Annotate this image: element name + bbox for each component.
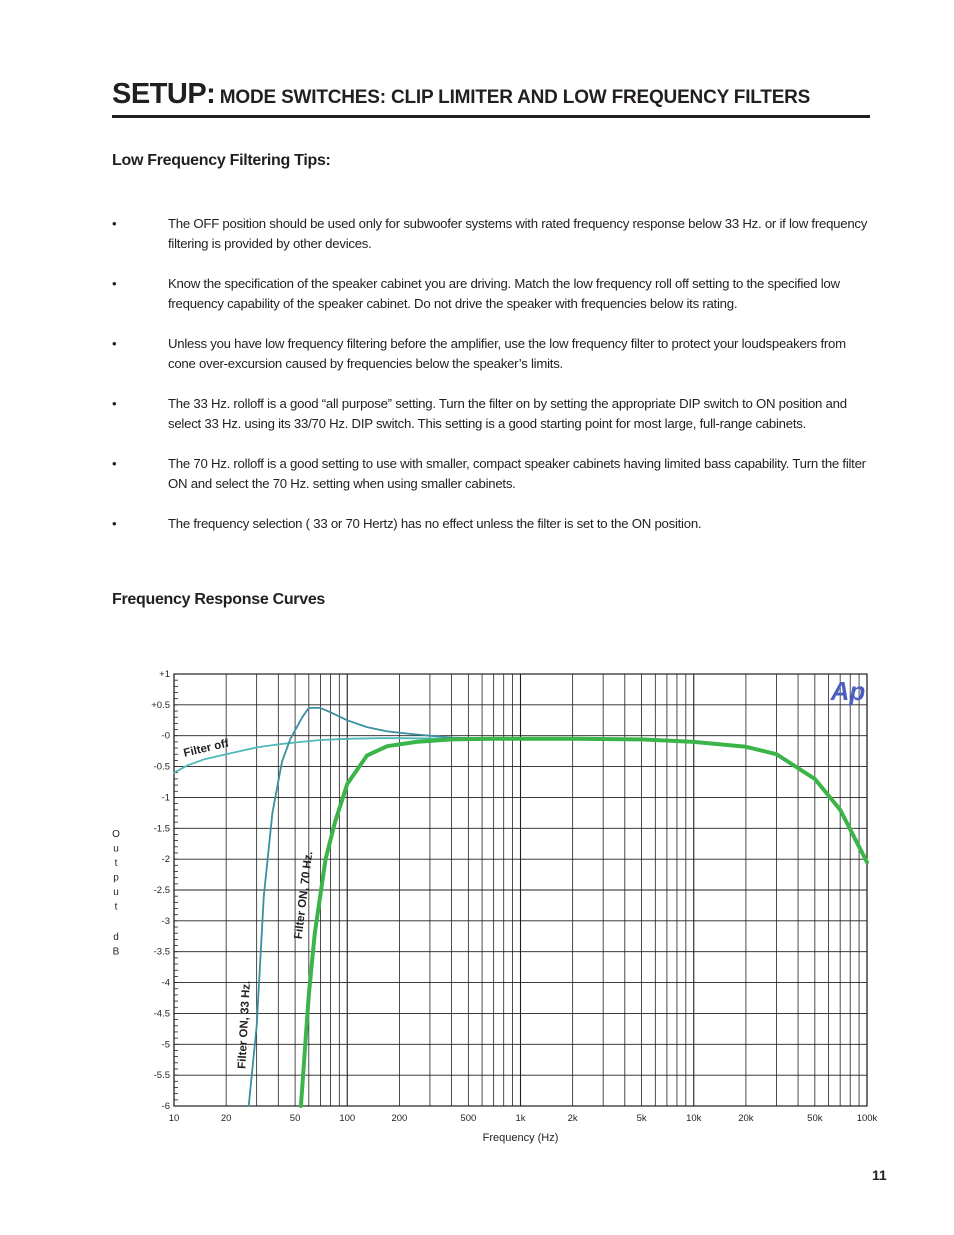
- y-tick-label: -1.5: [153, 823, 170, 835]
- x-tick-label: 2k: [567, 1113, 578, 1124]
- annotation-filter-70hz: Filter ON, 70 Hz.: [292, 850, 316, 940]
- series-line: [249, 708, 521, 1106]
- y-tick-label: -2.5: [153, 885, 170, 896]
- y-axis-label-char: B: [112, 946, 120, 958]
- tip-item: [112, 334, 872, 374]
- bullet-icon: •: [112, 456, 117, 471]
- tip-item: [112, 214, 872, 254]
- y-tick-label: -6: [161, 1101, 170, 1112]
- y-tick-label: -2: [161, 854, 170, 866]
- x-tick-label: 10: [168, 1113, 180, 1124]
- x-tick-label: 10k: [686, 1113, 702, 1124]
- tip-item: [112, 394, 872, 434]
- y-tick-label: -5.5: [153, 1070, 170, 1082]
- y-axis-label-char: d: [113, 932, 119, 943]
- y-axis-label-char: u: [113, 843, 119, 855]
- y-tick-label: -3.5: [153, 946, 170, 958]
- y-tick-label: -4.5: [153, 1008, 170, 1020]
- tip-text: The frequency selection ( 33 or 70 Hertz) has no effect unless the filter is set to the ON position.: [168, 516, 702, 531]
- frequency-response-chart: [0, 650, 954, 1150]
- y-tick-label: +0.5: [151, 699, 170, 711]
- page-number: 11: [872, 1167, 887, 1183]
- x-tick-label: 50: [289, 1113, 301, 1124]
- title-sub: MODE SWITCHES: CLIP LIMITER AND LOW FREQUENCY FILTERS: [219, 87, 811, 108]
- annotation-filter-off: Filter off: [182, 737, 231, 760]
- y-axis-label-char: t: [114, 901, 118, 913]
- bullet-icon: •: [112, 516, 117, 531]
- x-tick-label: 5k: [636, 1113, 647, 1124]
- y-axis-label-char: t: [114, 858, 118, 869]
- annotation-filter-33hz: Filter ON, 33 Hz.: [236, 980, 253, 1070]
- y-tick-label: -0.5: [153, 761, 170, 773]
- tip-text: The OFF position should be used only for subwoofer systems with rated frequency response below 33 Hz. or if low frequency filtering is provided by other devices.: [168, 216, 868, 251]
- title-rule: [112, 115, 870, 118]
- ap-logo: Ap: [830, 676, 866, 706]
- x-tick-label: 20: [220, 1113, 232, 1124]
- x-tick-label: 1k: [515, 1113, 526, 1124]
- tip-item: [112, 514, 872, 534]
- y-tick-label: -1: [161, 792, 170, 804]
- tips-heading: Low Frequency Filtering Tips:: [112, 152, 331, 169]
- y-tick-label: +1: [159, 669, 170, 680]
- bullet-icon: •: [112, 396, 117, 411]
- y-tick-label: -0: [161, 730, 170, 742]
- y-tick-label: -5: [161, 1039, 170, 1051]
- x-tick-label: 500: [460, 1113, 477, 1124]
- curves-heading: Frequency Response Curves: [112, 591, 326, 608]
- tip-text: Unless you have low frequency filtering before the amplifier, use the low frequency filter to protect your loudspeakers from cone over-excursion caused by frequencies below the speaker’s limits.: [168, 336, 846, 371]
- y-axis-label-char: u: [113, 887, 119, 898]
- y-axis-label-char: p: [113, 872, 119, 884]
- x-tick-label: 20k: [738, 1113, 754, 1124]
- x-tick-label: 100k: [856, 1113, 878, 1124]
- y-axis-label-char: O: [112, 829, 120, 840]
- x-tick-label: 50k: [807, 1113, 823, 1124]
- page-title: [112, 78, 870, 111]
- y-tick-label: -4: [161, 977, 170, 989]
- tip-item: [112, 274, 872, 314]
- y-tick-label: -3: [161, 915, 170, 927]
- bullet-icon: •: [112, 216, 117, 231]
- tip-text: Know the specification of the speaker cabinet you are driving. Match the low frequency roll off setting to the specified low frequency capability of the speaker cabinet. Do not drive the speaker with frequencies below its rating.: [168, 276, 840, 311]
- bullet-icon: •: [112, 336, 117, 351]
- bullet-icon: •: [112, 276, 117, 291]
- tip-text: The 70 Hz. rolloff is a good setting to use with smaller, compact speaker cabinets having limited bass capability. Turn the filter ON and select the 70 Hz. setting when using smaller cabinets.: [168, 456, 866, 491]
- tip-text: The 33 Hz. rolloff is a good “all purpose” setting. Turn the filter on by setting the appropriate DIP switch to ON position and select 33 Hz. using its 33/70 Hz. DIP switch. This setting is a good starting point for most large, full-range cabinets.: [168, 396, 847, 431]
- title-main: SETUP:: [112, 78, 216, 110]
- tip-item: [112, 454, 872, 494]
- tips-list: [112, 214, 872, 554]
- x-tick-label: 100: [339, 1113, 356, 1124]
- series-line: [301, 739, 867, 1106]
- x-tick-label: 200: [391, 1113, 408, 1124]
- x-axis-label: Frequency (Hz): [482, 1132, 559, 1144]
